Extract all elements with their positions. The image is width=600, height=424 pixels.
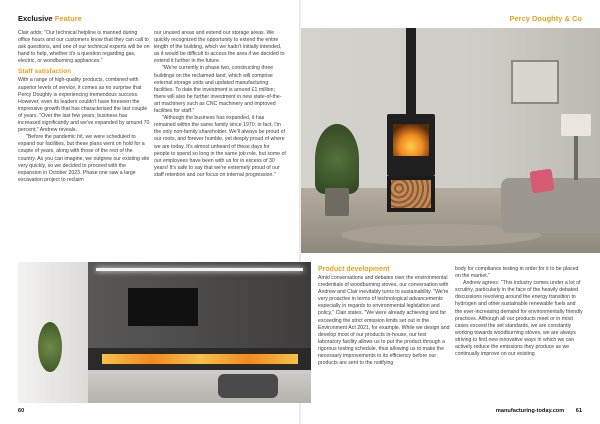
paragraph: "We're currently in phase two, constructing three buildings on the reclaimed land, which will comprise external storage units and updated manufacturing facilities. To date the investment is around £1 million; there will also be further investment in new state-of-the-art machinery such as CNC machinery and improved facilities for staff." [154,65,282,115]
paragraph: Amid conversations and debates over the environmental credentials of woodburning stoves, our conversation with Andrew and Clair inevitably turns to sustainability. "We're very proactive in terms of technological advancements especially in regards to environmental legislation and policy," Clair states. "We were already achieving and far exceeding the strict emission limits set out in the Environment Act 2021, for example. While we design and develop most of our products in-house, our test laboratory facility allows us to put the product through a rigorous testing schedule, thus allowing us to make the necessary improvements to its efficiency before our products are sent to the notifying [318,275,450,367]
text-column-3 [318,266,450,367]
page-number-right: 61 [575,408,582,414]
text-column-2 [154,30,286,179]
wall-picture-frame [511,60,559,104]
lamp-shade [561,114,591,136]
paragraph: Andrew agrees: "This industry comes under a lot of scrutiny, particularly in the face of the heavily debated discussions revolving around the energy transition to hydrogen and other sustainable renewable fuels and the ever-increasing demand for environmentally friendly practices. Although all our products meet or in most cases exceed the set standards, we are constantly working towards woodburning stoves, we are always striving to find new innovative ways in which we can actively reduce the emissions they produce as we continually improve on our existing [455,280,583,358]
plant-pot [325,188,349,216]
text-column-4 [455,266,583,358]
paragraph: our unused areas and extend our storage areas. We quickly recognized the opportunity to extend the entire length of the building, which we hadn't initially intended, as it would be difficult to access the area if we decided to extend it further in the future. [154,30,285,65]
subheading-product-development: Product development [318,266,390,273]
page-number-left: 60 [18,408,25,414]
modern-fireplace-room-photo [18,262,311,403]
subheading-staff-satisfaction: Staff satisfaction [18,68,72,76]
plant [315,124,359,194]
stacked-logs [391,180,431,208]
text-column-1 [18,30,150,184]
company-header: Percy Doughty & Co [509,14,582,23]
stove-living-room-photo [301,28,600,253]
section-header [18,14,82,23]
television [128,288,198,326]
plant [38,322,62,372]
site-url: manufacturing-today.com [495,408,565,414]
paragraph: Clair adds: "Our technical helpline is manned during office hours and our customers know that they can call to ask questions, and one of our technical experts will be on hand to help, whether it's a question regarding gas, electric, or woodburning appliances." [18,30,150,65]
paragraph: body for compliance testing in order for it to be placed on the market." [455,266,579,280]
section-label: Exclusive [18,14,53,23]
section-accent-label: Feature [54,14,82,23]
paragraph: "Although the business has expanded, it has remained within the same family since 1970; in fact, I'm the only non-family shareholder. We'll always be proud of our roots, and forever humble, yet deeply proud of where we are today. It's almost unheard of these days for people to spend so long in the same job role, but some of our employees have been with us for in excess of 30 years! It's safe to say that we're extremely proud of our staff retention and our focus on internal progression." [154,115,286,178]
dark-feature-wall [88,262,311,348]
paragraph: "Before the pandemic hit, we were scheduled to expand our facilities, but these plans went on hold for a couple of years, along with those of the rest of the country. As you can imagine, we outgrew our existing site very quickly, so we decided to proceed with the expansion in October 2023. Phase one saw a large excavation project to reclaim [18,134,150,183]
stove-fire-window [393,124,429,156]
lamp-stem [574,136,578,180]
armchair [218,374,278,398]
ceiling-light-strip [96,268,303,271]
fireplace-flames [102,354,298,364]
footer-right [496,408,582,414]
pink-cushion [530,169,555,194]
stove-flue-pipe [406,28,416,114]
paragraph: With a range of high-quality products, combined with superior levels of service, it comes as no surprise that Percy Doughty is experiencing tremendous success. However, even its leaders couldn't have foreseen the impressive growth that has characterised the last couple of years. "Over the last few years, business has increased significantly and we've expanded by around 70 percent," Andrew reveals. [18,77,150,134]
